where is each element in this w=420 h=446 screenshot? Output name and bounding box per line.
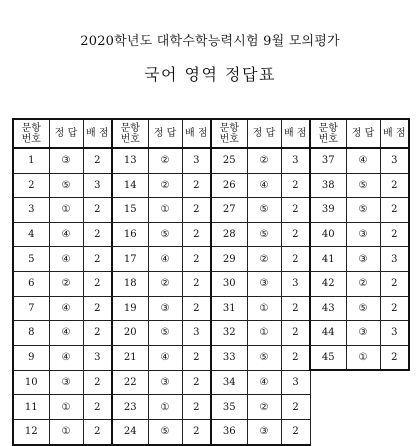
table-row — [13, 271, 409, 296]
points-cell: 2 — [182, 296, 211, 321]
answer-cell: ③ — [247, 271, 281, 296]
points-cell: 2 — [83, 420, 112, 445]
answer-table-body — [13, 148, 409, 445]
answer-cell: ⑤ — [247, 198, 281, 223]
empty-cell — [380, 395, 409, 420]
table-row — [13, 321, 409, 346]
table-row — [13, 395, 409, 420]
page-title: 2020학년도 대학수학능력시험 9월 모의평가 — [80, 34, 340, 49]
question-number-cell: 37 — [310, 148, 346, 173]
points-cell: 2 — [182, 222, 211, 247]
points-cell: 2 — [83, 321, 112, 346]
question-number-cell: 1 — [13, 148, 49, 173]
question-number-cell: 43 — [310, 296, 346, 321]
points-cell: 2 — [281, 420, 310, 445]
answer-cell: ④ — [49, 345, 83, 370]
question-number-cell: 17 — [112, 247, 148, 272]
empty-cell — [310, 370, 346, 395]
points-cell: 2 — [83, 296, 112, 321]
header-question-number: 문항번호 — [13, 119, 49, 148]
question-number-cell: 16 — [112, 222, 148, 247]
question-number-cell: 9 — [13, 345, 49, 370]
answer-cell: ③ — [346, 222, 380, 247]
answer-cell: ⑤ — [346, 296, 380, 321]
points-cell: 2 — [380, 173, 409, 198]
points-cell: 2 — [182, 247, 211, 272]
page-subtitle: 국어 영역 정답표 — [144, 65, 276, 84]
question-number-cell: 39 — [310, 198, 346, 223]
answer-cell: ④ — [49, 296, 83, 321]
header-answer: 정 답 — [148, 119, 182, 148]
question-number-cell: 36 — [211, 420, 247, 445]
points-cell: 2 — [182, 345, 211, 370]
answer-cell: ④ — [148, 247, 182, 272]
points-cell: 3 — [380, 321, 409, 346]
question-number-cell: 25 — [211, 148, 247, 173]
empty-cell — [310, 420, 346, 445]
question-number-cell: 20 — [112, 321, 148, 346]
answer-cell: ① — [49, 395, 83, 420]
points-cell: 2 — [380, 296, 409, 321]
answer-cell: ⑤ — [346, 173, 380, 198]
table-row — [13, 345, 409, 370]
points-cell: 2 — [281, 296, 310, 321]
header-points: 배 점 — [380, 119, 409, 148]
table-row — [13, 247, 409, 272]
header-answer: 정 답 — [346, 119, 380, 148]
points-cell: 2 — [281, 321, 310, 346]
question-number-cell: 41 — [310, 247, 346, 272]
question-number-cell: 19 — [112, 296, 148, 321]
answer-cell: ① — [49, 420, 83, 445]
question-number-cell: 13 — [112, 148, 148, 173]
points-cell: 2 — [380, 222, 409, 247]
points-cell: 2 — [83, 271, 112, 296]
question-number-cell: 38 — [310, 173, 346, 198]
question-number-cell: 42 — [310, 271, 346, 296]
points-cell: 3 — [182, 148, 211, 173]
answer-cell: ② — [346, 271, 380, 296]
question-number-cell: 40 — [310, 222, 346, 247]
answer-cell: ⑤ — [49, 173, 83, 198]
question-number-cell: 10 — [13, 370, 49, 395]
answer-cell: ② — [247, 148, 281, 173]
question-number-cell: 11 — [13, 395, 49, 420]
header-answer: 정 답 — [49, 119, 83, 148]
answer-cell: ③ — [49, 148, 83, 173]
answer-cell: ④ — [49, 247, 83, 272]
answer-cell: ① — [346, 345, 380, 370]
points-cell: 2 — [83, 395, 112, 420]
question-number-cell: 18 — [112, 271, 148, 296]
points-cell: 2 — [83, 222, 112, 247]
header-question-number: 문항번호 — [112, 119, 148, 148]
points-cell: 2 — [281, 395, 310, 420]
answer-cell: ② — [247, 395, 281, 420]
answer-cell: ① — [148, 395, 182, 420]
answer-cell: ② — [49, 271, 83, 296]
question-number-cell: 3 — [13, 198, 49, 223]
header-row — [13, 119, 409, 148]
question-number-cell: 24 — [112, 420, 148, 445]
question-number-cell: 30 — [211, 271, 247, 296]
question-number-cell: 27 — [211, 198, 247, 223]
points-cell: 3 — [281, 148, 310, 173]
answer-cell: ⑤ — [346, 198, 380, 223]
answer-cell: ④ — [49, 222, 83, 247]
answer-cell: ③ — [247, 420, 281, 445]
answer-cell: ① — [148, 198, 182, 223]
points-cell: 2 — [182, 420, 211, 445]
points-cell: 2 — [281, 247, 310, 272]
empty-cell — [380, 370, 409, 395]
points-cell: 3 — [83, 345, 112, 370]
question-number-cell: 32 — [211, 321, 247, 346]
question-number-cell: 34 — [211, 370, 247, 395]
question-number-cell: 5 — [13, 247, 49, 272]
table-row — [13, 198, 409, 223]
question-number-cell: 22 — [112, 370, 148, 395]
question-number-cell: 44 — [310, 321, 346, 346]
table-row — [13, 222, 409, 247]
answer-cell: ⑤ — [148, 321, 182, 346]
answer-cell: ② — [148, 173, 182, 198]
points-cell: 2 — [182, 173, 211, 198]
points-cell: 2 — [83, 198, 112, 223]
points-cell: 2 — [281, 345, 310, 370]
points-cell: 2 — [83, 148, 112, 173]
question-number-cell: 6 — [13, 271, 49, 296]
question-number-cell: 4 — [13, 222, 49, 247]
table-row — [13, 148, 409, 173]
empty-cell — [380, 420, 409, 445]
answer-cell: ② — [247, 247, 281, 272]
header-points: 배 점 — [182, 119, 211, 148]
answer-cell: ③ — [346, 321, 380, 346]
points-cell: 2 — [182, 395, 211, 420]
answer-cell: ① — [49, 198, 83, 223]
points-cell: 3 — [281, 271, 310, 296]
table-row — [13, 370, 409, 395]
question-number-cell: 31 — [211, 296, 247, 321]
answer-table — [12, 118, 410, 446]
answer-cell: ⑤ — [148, 420, 182, 445]
question-number-cell: 28 — [211, 222, 247, 247]
points-cell: 2 — [281, 198, 310, 223]
answer-cell: ② — [148, 148, 182, 173]
question-number-cell: 26 — [211, 173, 247, 198]
header-question-number: 문항번호 — [310, 119, 346, 148]
points-cell: 2 — [380, 345, 409, 370]
answer-cell: ④ — [148, 345, 182, 370]
points-cell: 2 — [182, 198, 211, 223]
header-answer: 정 답 — [247, 119, 281, 148]
points-cell: 2 — [83, 370, 112, 395]
answer-cell: ③ — [346, 247, 380, 272]
question-number-cell: 21 — [112, 345, 148, 370]
answer-cell: ④ — [346, 148, 380, 173]
question-number-cell: 7 — [13, 296, 49, 321]
answer-cell: ⑤ — [148, 222, 182, 247]
answer-cell: ① — [247, 321, 281, 346]
points-cell: 3 — [380, 247, 409, 272]
question-number-cell: 45 — [310, 345, 346, 370]
empty-cell — [310, 395, 346, 420]
points-cell: 3 — [182, 321, 211, 346]
points-cell: 2 — [182, 271, 211, 296]
header-points: 배 점 — [83, 119, 112, 148]
empty-cell — [346, 420, 380, 445]
question-number-cell: 2 — [13, 173, 49, 198]
question-number-cell: 8 — [13, 321, 49, 346]
table-row — [13, 173, 409, 198]
points-cell: 3 — [281, 370, 310, 395]
header-question-number: 문항번호 — [211, 119, 247, 148]
empty-cell — [346, 370, 380, 395]
question-number-cell: 23 — [112, 395, 148, 420]
question-number-cell: 29 — [211, 247, 247, 272]
points-cell: 3 — [83, 173, 112, 198]
header-points: 배 점 — [281, 119, 310, 148]
empty-cell — [346, 395, 380, 420]
question-number-cell: 14 — [112, 173, 148, 198]
points-cell: 2 — [281, 173, 310, 198]
answer-cell: ⑤ — [247, 345, 281, 370]
answer-cell: ③ — [148, 370, 182, 395]
question-number-cell: 15 — [112, 198, 148, 223]
answer-cell: ② — [148, 271, 182, 296]
table-row — [13, 296, 409, 321]
points-cell: 2 — [83, 247, 112, 272]
question-number-cell: 35 — [211, 395, 247, 420]
points-cell: 2 — [281, 222, 310, 247]
answer-cell: ③ — [49, 370, 83, 395]
points-cell: 2 — [380, 198, 409, 223]
answer-cell: ⑤ — [247, 222, 281, 247]
answer-cell: ④ — [247, 173, 281, 198]
points-cell: 2 — [380, 271, 409, 296]
question-number-cell: 12 — [13, 420, 49, 445]
points-cell: 3 — [380, 148, 409, 173]
question-number-cell: 33 — [211, 345, 247, 370]
answer-cell: ① — [247, 296, 281, 321]
answer-cell: ④ — [247, 370, 281, 395]
answer-cell: ④ — [49, 321, 83, 346]
points-cell: 2 — [182, 370, 211, 395]
answer-cell: ③ — [148, 296, 182, 321]
table-row — [13, 420, 409, 445]
